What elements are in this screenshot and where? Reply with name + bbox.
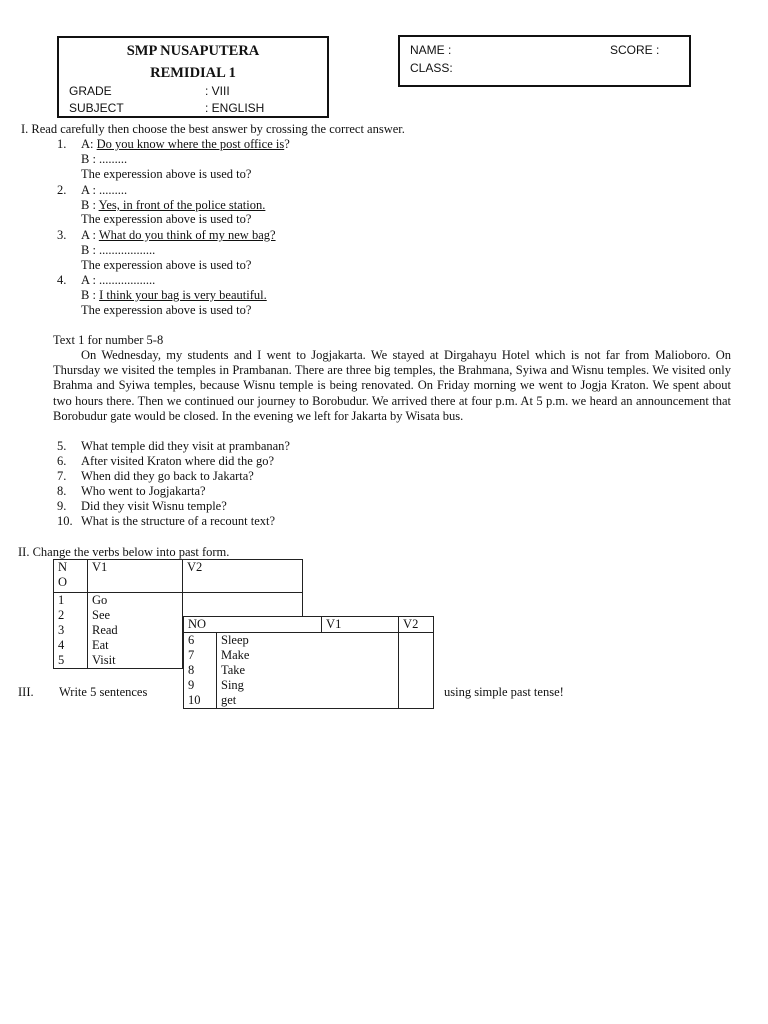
q3-a-label: A :: [81, 228, 96, 242]
q4-question: The experession above is used to?: [81, 303, 252, 317]
score-field-label: SCORE :: [610, 43, 660, 57]
q1-a-label: A:: [81, 137, 94, 151]
q1-question: The experession above is used to?: [81, 167, 252, 181]
table2-header-v1: V1: [322, 617, 399, 633]
text1-paragraph: On Wednesday, my students and I went to Jogjakarta. We stayed at Dirgahayu Hotel which is not far from Malioboro. On Thursday we visited the temples in Prambanan. There are three big temples, the Brahmana, Syiwa and Wisnu temples. We visited only Brahma and Syiwa temples, because Wisnu temple is being renovated. On Friday morning we went to Jogja Kraton. We spent about two hours there. Then we continued our journey to Borobudur. We arrived there at four p.m. At 5 p.m. we heard an announcement that Borobudur gate would be closed. In the evening we left for Jakarta by Wisata bus.: [53, 348, 731, 423]
question-number: 9.: [57, 499, 67, 513]
table2-row-number: 9: [188, 678, 195, 692]
q1-a-text: Do you know where the post office is: [96, 137, 285, 151]
table1-header-no-line1: N: [58, 560, 68, 574]
table1-row-number: 2: [58, 608, 65, 622]
q1-a-end: ?: [284, 137, 290, 151]
table2-verb: get: [221, 693, 237, 707]
table1-row-number: 5: [58, 653, 65, 667]
table1-verb: Go: [92, 593, 108, 607]
table2-row-number: 6: [188, 633, 195, 647]
text1-heading: Text 1 for number 5-8: [53, 333, 164, 347]
q2-dialog-b: [81, 198, 265, 213]
verb-table-2: [183, 616, 434, 709]
table1-verb: Visit: [92, 653, 116, 667]
q3-dialog-b: B : ..................: [81, 243, 156, 257]
q2-b-text: Yes, in front of the police station.: [98, 198, 266, 212]
section3-instruction-left: Write 5 sentences: [59, 685, 148, 699]
q1-dialog-b: B : .........: [81, 152, 128, 166]
question-text: What is the structure of a recount text?: [81, 514, 276, 528]
question-number: 8.: [57, 484, 67, 498]
table1-verbs-cell: [88, 593, 183, 669]
q1-number: 1.: [57, 137, 67, 151]
name-field-label: NAME :: [410, 43, 452, 57]
question-number: 10.: [57, 514, 73, 528]
table1-header-no: [54, 560, 88, 593]
table1-row-number: 1: [58, 593, 65, 607]
table1-header-v2: V2: [183, 560, 303, 593]
q4-b-label: B :: [81, 288, 96, 302]
table2-verb: Take: [221, 663, 246, 677]
q3-number: 3.: [57, 228, 67, 242]
question-text: What temple did they visit at prambanan?: [81, 439, 290, 453]
q2-dialog-a: A : .........: [81, 183, 128, 197]
question-text: Did they visit Wisnu temple?: [81, 499, 227, 513]
school-name: SMP NUSAPUTERA: [126, 43, 260, 59]
q4-number: 4.: [57, 273, 67, 287]
q3-dialog-a: [81, 228, 276, 243]
table1-row-number: 4: [58, 638, 65, 652]
table2-verb: Sleep: [221, 633, 249, 647]
table1-header-v1: V1: [88, 560, 183, 593]
question-text: After visited Kraton where did the go?: [81, 454, 274, 468]
grade-value: : VIII: [205, 84, 230, 98]
q4-b-text: I think your bag is very beautiful.: [99, 288, 267, 302]
class-field-label: CLASS:: [410, 61, 453, 75]
section1-instruction: I. Read carefully then choose the best answer by crossing the correct answer.: [21, 122, 405, 136]
table2-row-number: 8: [188, 663, 195, 677]
table2-header-v2: V2: [399, 617, 434, 633]
question-text: When did they go back to Jakarta?: [81, 469, 254, 483]
table2-verbs-cell: [217, 633, 399, 709]
table1-verb: See: [92, 608, 111, 622]
section2-instruction: II. Change the verbs below into past form.: [18, 545, 230, 559]
school-header-box: [57, 36, 329, 118]
q1-dialog-a: [81, 137, 290, 152]
question-number: 6.: [57, 454, 67, 468]
table2-answer-cell: [399, 633, 434, 709]
table2-row-number: 7: [188, 648, 195, 662]
table2-verb: Sing: [221, 678, 244, 692]
table1-numbers-cell: [54, 593, 88, 669]
q3-a-text: What do you think of my new bag?: [98, 228, 276, 242]
q2-question: The experession above is used to?: [81, 212, 252, 226]
table2-verb: Make: [221, 648, 250, 662]
table1-row-number: 3: [58, 623, 65, 637]
q4-dialog-b: [81, 288, 267, 303]
table1-verb: Eat: [92, 638, 109, 652]
section3-number: III.: [18, 685, 34, 699]
section3-instruction-right: using simple past tense!: [444, 685, 564, 699]
question-text: Who went to Jogjakarta?: [81, 484, 206, 498]
table2-header-no: NO: [184, 617, 322, 633]
q4-dialog-a: A : ..................: [81, 273, 156, 287]
subject-value: : ENGLISH: [205, 101, 265, 115]
q2-b-label: B :: [81, 198, 96, 212]
table2-numbers-cell: [184, 633, 217, 709]
grade-label: GRADE: [69, 84, 112, 98]
q2-number: 2.: [57, 183, 67, 197]
student-info-box: [398, 35, 691, 87]
table2-row-number: 10: [188, 693, 201, 707]
q3-question: The experession above is used to?: [81, 258, 252, 272]
table1-header-no-line2: O: [58, 575, 68, 589]
question-number: 5.: [57, 439, 67, 453]
subject-label: SUBJECT: [69, 101, 124, 115]
table1-verb: Read: [92, 623, 118, 637]
question-number: 7.: [57, 469, 67, 483]
exam-title: REMIDIAL 1: [150, 65, 236, 81]
